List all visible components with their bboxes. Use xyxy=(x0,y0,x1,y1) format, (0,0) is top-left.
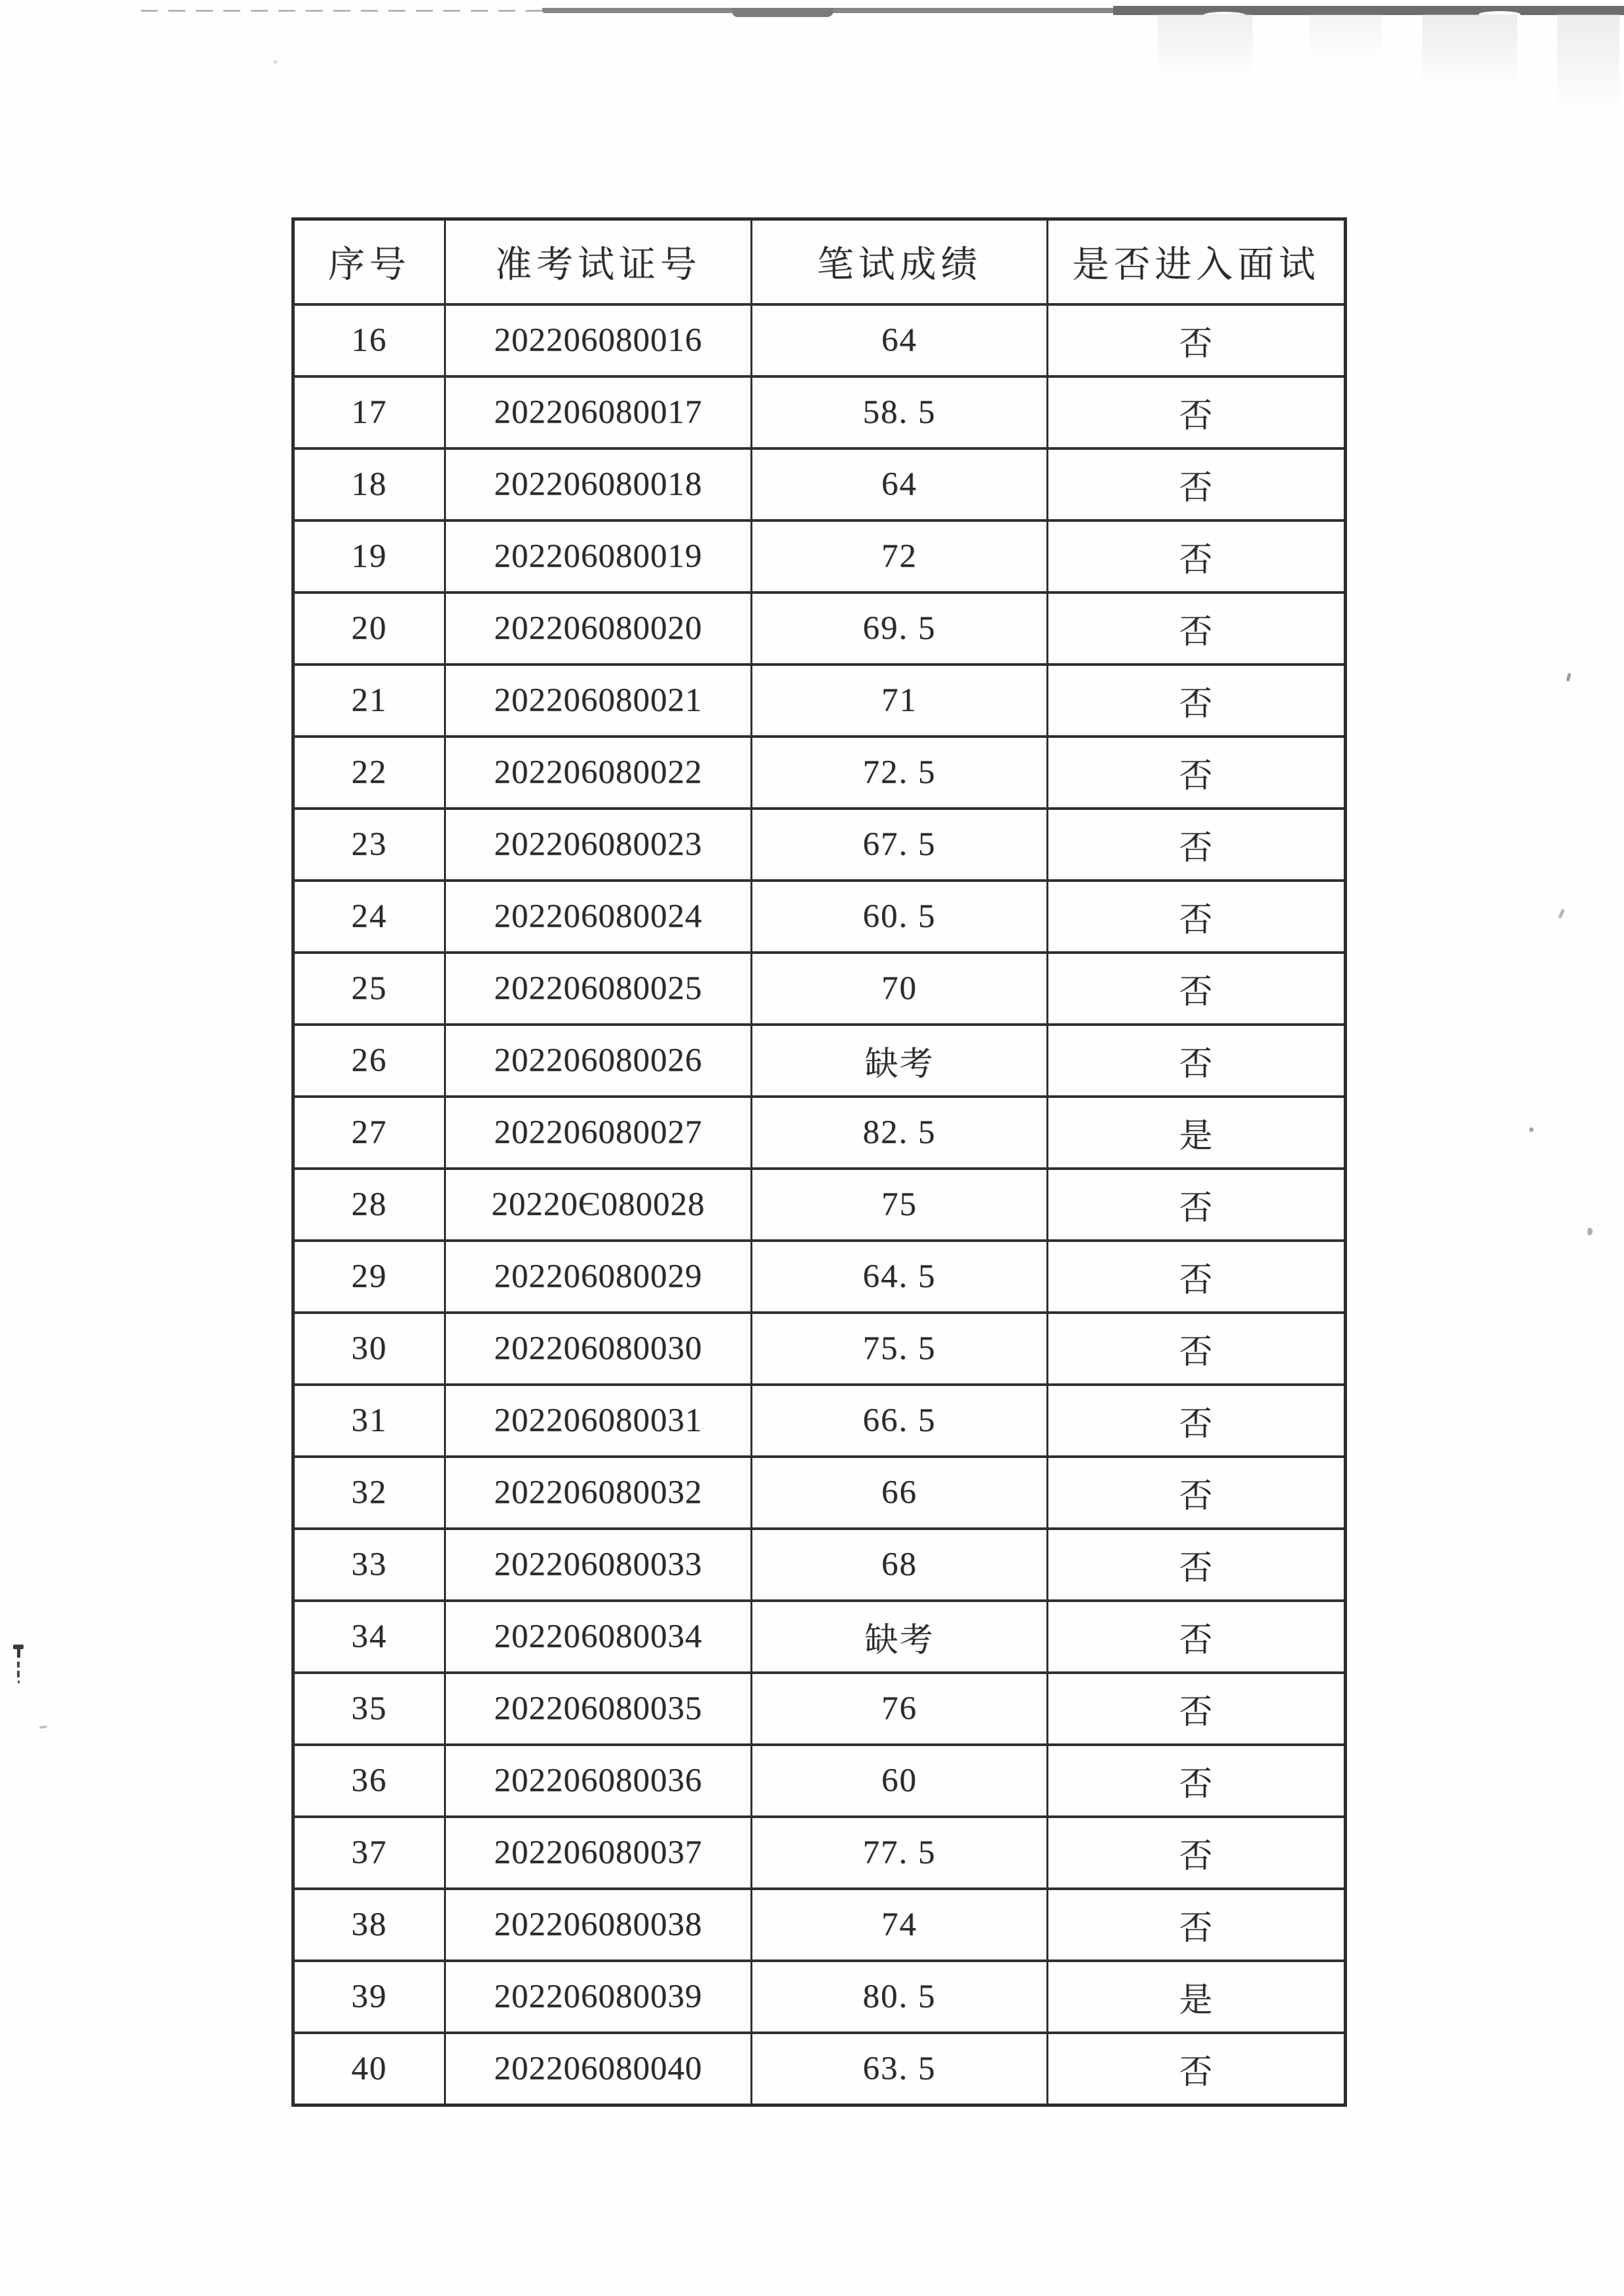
cell-enter-interview: 否 xyxy=(1048,1745,1346,1817)
cell-ticket-number: 202206080035 xyxy=(445,1673,752,1745)
cell-ticket-number: 202206080036 xyxy=(445,1745,752,1817)
table-row xyxy=(293,1457,1346,1529)
cell-serial-number: 26 xyxy=(293,1025,445,1097)
cell-ticket-number: 202206080027 xyxy=(445,1097,752,1169)
table-row xyxy=(293,1889,1346,1961)
cell-ticket-number: 202206080040 xyxy=(445,2033,752,2105)
cell-enter-interview: 否 xyxy=(1048,1529,1346,1601)
cell-serial-number: 40 xyxy=(293,2033,445,2105)
cell-ticket-number: 202206080034 xyxy=(445,1601,752,1673)
cell-ticket-number: 202206080018 xyxy=(445,448,752,520)
scan-edge-notch xyxy=(1479,11,1521,18)
cell-enter-interview: 否 xyxy=(1048,665,1346,737)
table-row xyxy=(293,1313,1346,1385)
cell-serial-number: 25 xyxy=(293,953,445,1025)
cell-ticket-number: 202206080029 xyxy=(445,1241,752,1313)
scan-edge-segment xyxy=(542,8,1122,13)
cell-serial-number: 17 xyxy=(293,376,445,448)
table-row xyxy=(293,520,1346,592)
cell-serial-number: 19 xyxy=(293,520,445,592)
cell-written-score: 69. 5 xyxy=(752,592,1048,665)
cell-enter-interview: 否 xyxy=(1048,881,1346,953)
scan-edge-notch xyxy=(1204,12,1246,18)
cell-written-score: 72. 5 xyxy=(752,737,1048,809)
cell-written-score: 74 xyxy=(752,1889,1048,1961)
cell-written-score: 66. 5 xyxy=(752,1385,1048,1457)
cell-written-score: 64. 5 xyxy=(752,1241,1048,1313)
scan-smudge xyxy=(1158,14,1253,77)
cell-written-score: 77. 5 xyxy=(752,1817,1048,1889)
cell-written-score: 67. 5 xyxy=(752,809,1048,881)
cell-written-score: 63. 5 xyxy=(752,2033,1048,2105)
scan-speck xyxy=(1566,673,1572,682)
cell-written-score: 60. 5 xyxy=(752,881,1048,953)
table-body xyxy=(293,304,1346,2105)
cell-written-score: 80. 5 xyxy=(752,1961,1048,2033)
cell-serial-number: 39 xyxy=(293,1961,445,2033)
cell-enter-interview: 否 xyxy=(1048,592,1346,665)
cell-enter-interview: 否 xyxy=(1048,1817,1346,1889)
cell-serial-number: 22 xyxy=(293,737,445,809)
scan-smudge xyxy=(1557,14,1619,113)
cell-serial-number: 33 xyxy=(293,1529,445,1601)
cell-serial-number: 28 xyxy=(293,1169,445,1241)
cell-written-score: 72 xyxy=(752,520,1048,592)
table-row xyxy=(293,953,1346,1025)
cell-serial-number: 24 xyxy=(293,881,445,953)
table-row xyxy=(293,809,1346,881)
table-row xyxy=(293,1385,1346,1457)
scan-speck xyxy=(39,1725,47,1729)
cell-enter-interview: 否 xyxy=(1048,1673,1346,1745)
scan-speck xyxy=(1587,1228,1593,1235)
cell-ticket-number: 202206080039 xyxy=(445,1961,752,2033)
scan-speck xyxy=(1558,909,1565,919)
header-serial-number: 序号 xyxy=(293,219,445,305)
cell-ticket-number: 202206080016 xyxy=(445,304,752,376)
cell-enter-interview: 否 xyxy=(1048,1169,1346,1241)
cell-serial-number: 38 xyxy=(293,1889,445,1961)
header-row xyxy=(293,219,1346,305)
cell-enter-interview: 是 xyxy=(1048,1961,1346,2033)
cell-enter-interview: 否 xyxy=(1048,304,1346,376)
cell-ticket-number: 202206080024 xyxy=(445,881,752,953)
cell-ticket-number: 202206080020 xyxy=(445,592,752,665)
cell-enter-interview: 否 xyxy=(1048,1241,1346,1313)
cell-written-score: 60 xyxy=(752,1745,1048,1817)
table-row xyxy=(293,1817,1346,1889)
table-row xyxy=(293,1529,1346,1601)
header-ticket-number: 准考试证号 xyxy=(445,219,752,305)
cell-serial-number: 32 xyxy=(293,1457,445,1529)
cell-serial-number: 18 xyxy=(293,448,445,520)
scan-edge-bump xyxy=(732,8,834,17)
cell-ticket-number: 202206080038 xyxy=(445,1889,752,1961)
table-row xyxy=(293,1169,1346,1241)
cell-serial-number: 23 xyxy=(293,809,445,881)
cell-written-score: 缺考 xyxy=(752,1601,1048,1673)
cell-enter-interview: 否 xyxy=(1048,1889,1346,1961)
table-row xyxy=(293,1673,1346,1745)
cell-serial-number: 20 xyxy=(293,592,445,665)
cell-written-score: 75 xyxy=(752,1169,1048,1241)
score-table xyxy=(291,217,1347,2107)
cell-serial-number: 29 xyxy=(293,1241,445,1313)
cell-enter-interview: 否 xyxy=(1048,1601,1346,1673)
cell-ticket-number: 202206080022 xyxy=(445,737,752,809)
table-row xyxy=(293,1025,1346,1097)
cell-ticket-number: 202206080032 xyxy=(445,1457,752,1529)
cell-enter-interview: 否 xyxy=(1048,2033,1346,2105)
cell-ticket-number: 202206080019 xyxy=(445,520,752,592)
cell-written-score: 66 xyxy=(752,1457,1048,1529)
cell-written-score: 64 xyxy=(752,448,1048,520)
cell-enter-interview: 否 xyxy=(1048,1385,1346,1457)
cell-ticket-number: 202206080017 xyxy=(445,376,752,448)
cell-written-score: 75. 5 xyxy=(752,1313,1048,1385)
cell-ticket-number: 202206080025 xyxy=(445,953,752,1025)
cell-ticket-number: 20220Є080028 xyxy=(445,1169,752,1241)
cell-enter-interview: 否 xyxy=(1048,1025,1346,1097)
scan-speck xyxy=(274,60,277,64)
scan-smudge xyxy=(1310,14,1382,60)
header-written-score: 笔试成绩 xyxy=(752,219,1048,305)
cell-written-score: 64 xyxy=(752,304,1048,376)
cell-serial-number: 31 xyxy=(293,1385,445,1457)
cell-ticket-number: 202206080030 xyxy=(445,1313,752,1385)
scan-edge-dashed-segment xyxy=(141,10,550,12)
table-row xyxy=(293,1601,1346,1673)
scan-smudge xyxy=(1422,14,1517,90)
scan-edge-segment xyxy=(1113,6,1624,15)
cell-written-score: 71 xyxy=(752,665,1048,737)
cell-written-score: 82. 5 xyxy=(752,1097,1048,1169)
cell-written-score: 70 xyxy=(752,953,1048,1025)
cell-ticket-number: 202206080026 xyxy=(445,1025,752,1097)
cell-enter-interview: 否 xyxy=(1048,376,1346,448)
scan-left-margin-mark xyxy=(13,1645,25,1684)
cell-written-score: 68 xyxy=(752,1529,1048,1601)
table-row xyxy=(293,1241,1346,1313)
scan-speck xyxy=(1529,1127,1534,1132)
cell-enter-interview: 是 xyxy=(1048,1097,1346,1169)
table-row xyxy=(293,881,1346,953)
cell-serial-number: 27 xyxy=(293,1097,445,1169)
cell-ticket-number: 202206080023 xyxy=(445,809,752,881)
cell-written-score: 58. 5 xyxy=(752,376,1048,448)
cell-serial-number: 16 xyxy=(293,304,445,376)
header-enter-interview: 是否进入面试 xyxy=(1048,219,1346,305)
cell-enter-interview: 否 xyxy=(1048,1457,1346,1529)
cell-written-score: 缺考 xyxy=(752,1025,1048,1097)
table-row xyxy=(293,665,1346,737)
cell-enter-interview: 否 xyxy=(1048,737,1346,809)
cell-serial-number: 30 xyxy=(293,1313,445,1385)
cell-enter-interview: 否 xyxy=(1048,809,1346,881)
cell-enter-interview: 否 xyxy=(1048,1313,1346,1385)
table-header xyxy=(293,219,1346,305)
cell-ticket-number: 202206080031 xyxy=(445,1385,752,1457)
table-row xyxy=(293,1745,1346,1817)
cell-enter-interview: 否 xyxy=(1048,953,1346,1025)
cell-serial-number: 21 xyxy=(293,665,445,737)
cell-written-score: 76 xyxy=(752,1673,1048,1745)
table-row xyxy=(293,2033,1346,2105)
cell-ticket-number: 202206080021 xyxy=(445,665,752,737)
table-row xyxy=(293,737,1346,809)
cell-enter-interview: 否 xyxy=(1048,448,1346,520)
table-row xyxy=(293,304,1346,376)
cell-serial-number: 35 xyxy=(293,1673,445,1745)
cell-serial-number: 37 xyxy=(293,1817,445,1889)
cell-enter-interview: 否 xyxy=(1048,520,1346,592)
cell-serial-number: 34 xyxy=(293,1601,445,1673)
table-row xyxy=(293,376,1346,448)
cell-serial-number: 36 xyxy=(293,1745,445,1817)
table-row xyxy=(293,1097,1346,1169)
table-row xyxy=(293,1961,1346,2033)
cell-ticket-number: 202206080037 xyxy=(445,1817,752,1889)
table-row xyxy=(293,592,1346,665)
table-row xyxy=(293,448,1346,520)
cell-ticket-number: 202206080033 xyxy=(445,1529,752,1601)
